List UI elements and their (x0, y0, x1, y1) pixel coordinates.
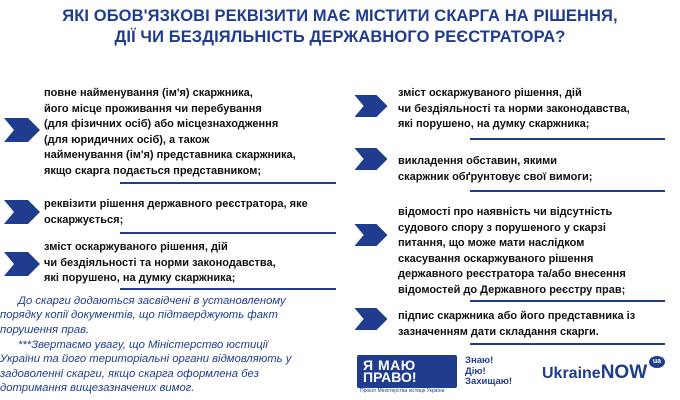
chevron-right-icon (354, 308, 388, 330)
right-item-3: відомості про наявність чи відсутність судового спору з порушеного у скарзі питання, що може мати наслідком скасування оскаржуваного рішення державного реєстратора та/або внесення відомостей до Державного реєстру прав; (398, 206, 626, 296)
right-item-2: викладення обставин, якими скаржник обґрунтовує свої вимоги; (398, 155, 593, 183)
page-title (0, 6, 680, 48)
title-line-1: ЯКІ ОБОВ'ЯЗКОВІ РЕКВІЗИТИ МАЄ МІСТИТИ СКАРГА НА РІШЕННЯ, (62, 7, 618, 25)
logo-caption: Проєкт Міністерства юстиції України (360, 388, 445, 394)
divider (470, 343, 665, 345)
chevron-right-icon (4, 118, 40, 142)
divider (120, 182, 336, 184)
left-item-3: зміст оскаржуваного рішення, дій чи бездіяльності та норми законодавства, які порушено, на думку скаржника; (44, 241, 276, 285)
chevron-right-icon (4, 200, 40, 224)
chevron-right-icon (354, 224, 388, 246)
right-item-1: зміст оскаржуваного рішення, дій чи бездіяльності та норми законодавства, які порушено, на думку скаржника; (398, 87, 630, 131)
chevron-right-icon (354, 148, 388, 170)
slogan: Знаю! Дію! Захищаю! (465, 355, 513, 387)
divider (470, 190, 665, 192)
logo-ya-mayu-pravo: Я МАЮ ПРАВО! (357, 355, 457, 388)
divider (120, 232, 336, 234)
note-warning: ***Звертаємо увагу, що Міністерство юстиції України та його територіальні органи відмовляють у задоволенні скарги, якщо скарга оформлена без дотримання вищезазначених вимог. (0, 339, 292, 395)
right-item-4: підпис скаржника або його представника із зазначенням дати складання скарги. (398, 310, 636, 338)
divider (470, 300, 665, 302)
note-attachments: До скарги додаються засвідчені в установленому порядку копії документів, що підтверджують факт порушення прав. (0, 295, 286, 336)
ua-badge: ua (649, 356, 665, 368)
divider (470, 138, 665, 140)
divider (120, 288, 336, 290)
chevron-right-icon (4, 252, 40, 276)
left-item-2: реквізити рішення державного реєстратора, яке оскаржується; (44, 198, 308, 226)
title-line-2: ДІЇ ЧИ БЕЗДІЯЛЬНІСТЬ ДЕРЖАВНОГО РЕЄСТРАТОРА? (114, 28, 566, 46)
left-item-1: повне найменування (ім'я) скаржника, його місце проживання чи перебування (для фізичних осіб) або місцезнаходження (для юридичних осіб), а також найменування (ім'я) представника скаржника, якщо скарга подається представником; (44, 87, 296, 177)
chevron-right-icon (354, 95, 388, 117)
logo-ukraine-now: UkraineNOW (542, 362, 648, 383)
